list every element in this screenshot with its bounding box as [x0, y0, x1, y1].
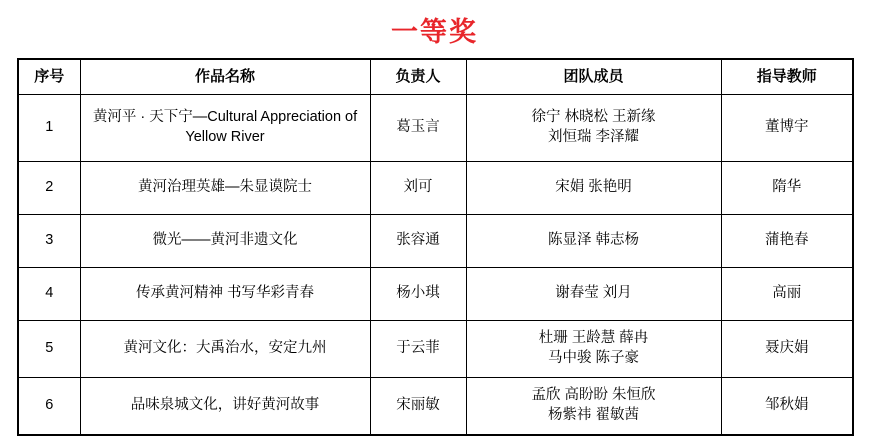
cell-team: [466, 268, 721, 321]
page-title: 一等奖: [391, 17, 478, 47]
cell-leader: 宋丽敏: [370, 378, 466, 436]
cell-leader: 刘可: [370, 162, 466, 215]
team-member-line: 刘恒瑞 李泽耀: [547, 129, 640, 145]
team-member-line: 马中骏 陈子豪: [547, 350, 640, 366]
table-header-row: [18, 59, 853, 95]
cell-team: [466, 378, 721, 436]
team-member-line: 杜珊 王龄慧 薛冉: [538, 330, 649, 347]
cell-coach: 蒲艳春: [721, 215, 853, 268]
table-body: [18, 95, 853, 436]
team-member-line: 孟欣 高盼盼 朱恒欣: [531, 387, 656, 404]
cell-leader: 于云菲: [370, 321, 466, 378]
table-row: [18, 321, 853, 378]
header-cell-leader: 负责人: [370, 59, 466, 95]
table-row: [18, 378, 853, 436]
cell-no: 3: [18, 215, 80, 268]
header-cell-no: 序号: [18, 59, 80, 95]
table-row: [18, 162, 853, 215]
cell-team: [466, 215, 721, 268]
cell-coach: 聂庆娟: [721, 321, 853, 378]
cell-leader: 葛玉言: [370, 95, 466, 162]
award-table: [17, 58, 854, 436]
cell-leader: 杨小琪: [370, 268, 466, 321]
table-header: [18, 59, 853, 95]
cell-coach: 高丽: [721, 268, 853, 321]
team-member-line: 宋娟 张艳明: [555, 179, 632, 196]
team-member-line: 谢春莹 刘月: [555, 285, 632, 302]
cell-no: 4: [18, 268, 80, 321]
cell-team: [466, 321, 721, 378]
team-member-line: 杨紫祎 翟敏茜: [547, 407, 640, 423]
team-member-line: 陈显泽 韩志杨: [547, 232, 640, 249]
cell-team: [466, 162, 721, 215]
table-row: [18, 95, 853, 162]
cell-coach: 邹秋娟: [721, 378, 853, 436]
table-row: [18, 268, 853, 321]
cell-leader: 张容通: [370, 215, 466, 268]
cell-work: 黄河治理英雄—朱显谟院士: [80, 162, 370, 215]
cell-work: 微光——黄河非遗文化: [80, 215, 370, 268]
cell-team: [466, 95, 721, 162]
team-member-line: 徐宁 林晓松 王新缘: [531, 109, 656, 126]
header-cell-coach: 指导教师: [721, 59, 853, 95]
cell-no: 1: [18, 95, 80, 162]
cell-work: 传承黄河精神 书写华彩青春: [80, 268, 370, 321]
cell-work: 品味泉城文化，讲好黄河故事: [80, 378, 370, 436]
cell-coach: 董博宇: [721, 95, 853, 162]
cell-work: 黄河平 · 天下宁—Cultural Appreciation of Yellow River: [80, 95, 370, 162]
cell-no: 6: [18, 378, 80, 436]
header-cell-work: 作品名称: [80, 59, 370, 95]
cell-no: 5: [18, 321, 80, 378]
table-row: [18, 215, 853, 268]
header-cell-team: 团队成员: [466, 59, 721, 95]
cell-work: 黄河文化：大禹治水，安定九州: [80, 321, 370, 378]
cell-no: 2: [18, 162, 80, 215]
cell-coach: 隋华: [721, 162, 853, 215]
award-table-container: [0, 58, 869, 436]
